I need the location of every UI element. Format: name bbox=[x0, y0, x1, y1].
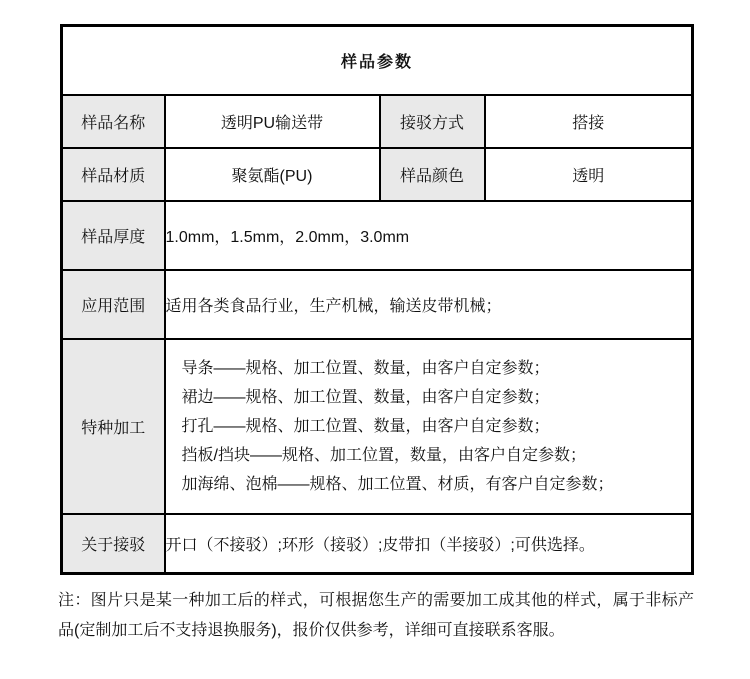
special-processing-lines bbox=[166, 340, 692, 513]
special-line: 加海绵、泡棉——规格、加工位置、材质，有客户自定参数； bbox=[181, 475, 614, 493]
joint-method-label: 接驳方式 bbox=[380, 95, 485, 148]
table-row bbox=[62, 339, 693, 514]
color-label: 样品颜色 bbox=[380, 148, 485, 201]
table-row bbox=[62, 95, 693, 148]
color-value: 透明 bbox=[485, 148, 693, 201]
application-label: 应用范围 bbox=[62, 270, 165, 339]
page-title: 样品参数 bbox=[62, 26, 693, 95]
sample-parameters-table bbox=[60, 24, 694, 575]
thickness-value: 1.0mm，1.5mm，2.0mm，3.0mm bbox=[165, 201, 693, 270]
sample-name-value: 透明PU输送带 bbox=[165, 95, 380, 148]
sample-name-label: 样品名称 bbox=[62, 95, 165, 148]
table-row bbox=[62, 514, 693, 574]
material-value: 聚氨酯(PU) bbox=[165, 148, 380, 201]
joint-method-value: 搭接 bbox=[485, 95, 693, 148]
about-joint-label: 关于接驳 bbox=[62, 514, 165, 574]
application-value: 适用各类食品行业，生产机械，输送皮带机械； bbox=[165, 270, 693, 339]
table-row bbox=[62, 270, 693, 339]
special-line: 导条——规格、加工位置、数量，由客户自定参数； bbox=[181, 359, 550, 377]
thickness-label: 样品厚度 bbox=[62, 201, 165, 270]
special-processing-value bbox=[165, 339, 693, 514]
table-row bbox=[62, 148, 693, 201]
table-row bbox=[62, 26, 693, 95]
material-label: 样品材质 bbox=[62, 148, 165, 201]
special-line: 打孔——规格、加工位置、数量，由客户自定参数； bbox=[181, 417, 550, 435]
table-row bbox=[62, 201, 693, 270]
special-line: 挡板/挡块——规格、加工位置，数量，由客户自定参数； bbox=[181, 446, 586, 464]
footnote: 注：图片只是某一种加工后的样式，可根据您生产的需要加工成其他的样式，属于非标产品(定制加工后不支持退换服务)，报价仅供参考，详细可直接联系客服。 bbox=[58, 592, 694, 639]
special-processing-label: 特种加工 bbox=[62, 339, 165, 514]
about-joint-value: 开口（不接驳）;环形（接驳）;皮带扣（半接驳）;可供选择。 bbox=[165, 514, 693, 574]
special-line: 裙边——规格、加工位置、数量，由客户自定参数； bbox=[181, 388, 550, 406]
